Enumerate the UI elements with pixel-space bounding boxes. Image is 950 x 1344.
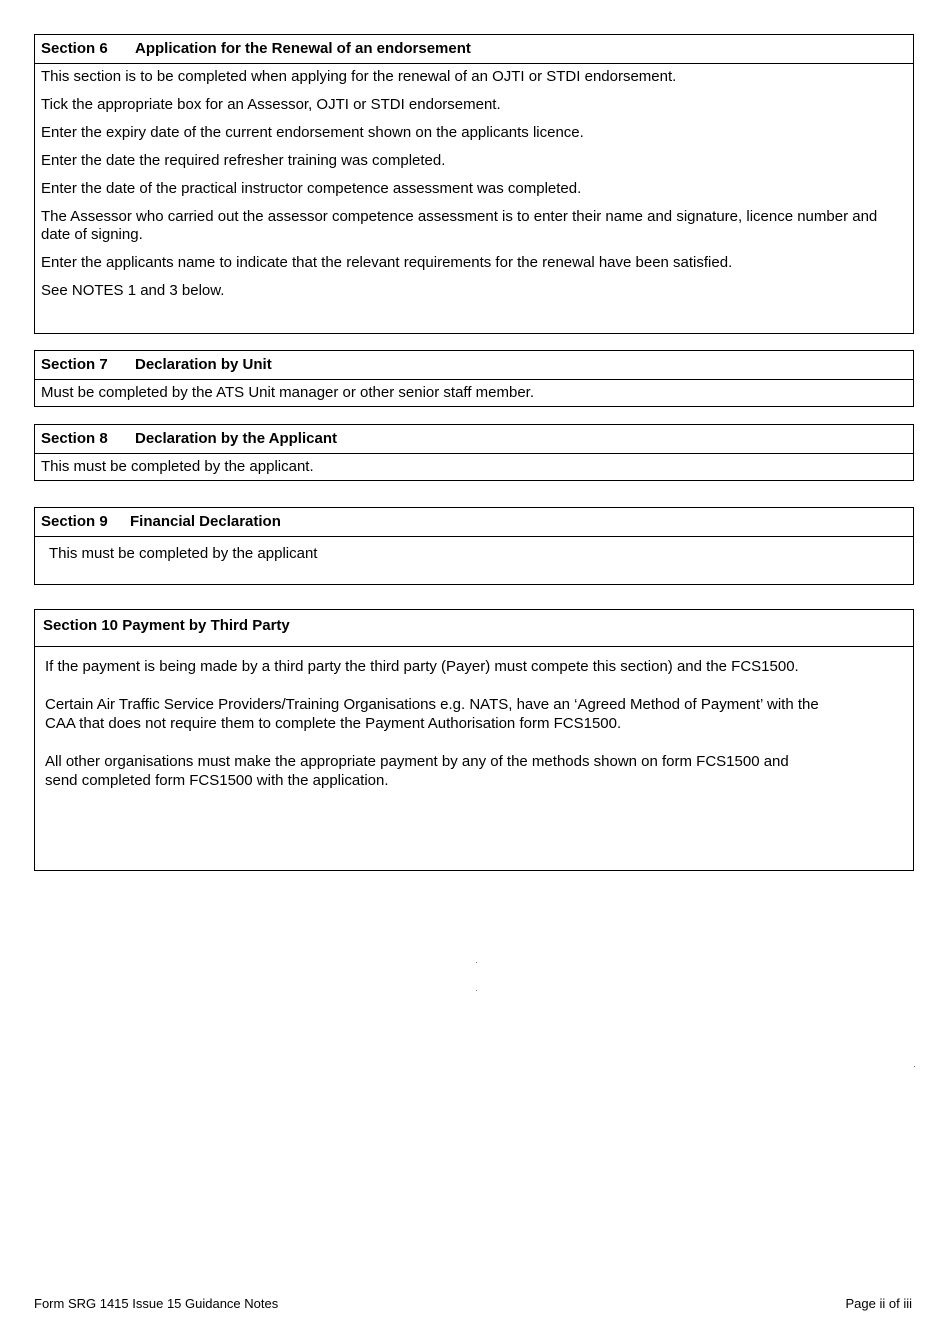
section-8-box <box>34 424 914 481</box>
section-7-title: Declaration by Unit <box>135 356 272 373</box>
section-6-title: Application for the Renewal of an endorsement <box>135 40 471 57</box>
section-10-line: send completed form FCS1500 with the application. <box>45 772 389 789</box>
section-8-title: Declaration by the Applicant <box>135 430 337 447</box>
speck-mark <box>476 990 477 991</box>
section-8-header <box>35 425 913 454</box>
section-10-line: Certain Air Traffic Service Providers/Training Organisations e.g. NATS, have an ‘Agreed Method of Payment’ with the <box>45 696 819 713</box>
section-6-header <box>35 35 913 64</box>
section-6-paragraph: Enter the date the required refresher training was completed. <box>41 152 446 169</box>
section-9-body <box>35 537 913 563</box>
section-10-line: CAA that does not require them to complete the Payment Authorisation form FCS1500. <box>45 715 622 732</box>
section-10-line: All other organisations must make the appropriate payment by any of the methods shown on form FCS1500 and <box>45 753 789 770</box>
section-6-paragraph: See NOTES 1 and 3 below. <box>41 282 225 299</box>
section-7-header <box>35 351 913 380</box>
section-10-title: Section 10 Payment by Third Party <box>43 617 290 634</box>
section-8-number: Section 8 <box>41 430 108 447</box>
section-9-header <box>35 508 913 537</box>
section-9-text: This must be completed by the applicant <box>49 545 318 562</box>
section-6-box <box>34 34 914 334</box>
section-10-body <box>35 647 913 790</box>
section-6-number: Section 6 <box>41 40 108 57</box>
section-9-number: Section 9 <box>41 513 108 530</box>
section-8-text: This must be completed by the applicant. <box>41 458 314 475</box>
section-6-paragraph: Enter the expiry date of the current endorsement shown on the applicants licence. <box>41 124 584 141</box>
section-6-paragraph: Enter the applicants name to indicate that the relevant requirements for the renewal have been satisfied. <box>41 254 733 271</box>
section-10-paragraph <box>45 695 903 733</box>
section-9-box <box>34 507 914 585</box>
speck-mark <box>476 962 477 963</box>
section-7-number: Section 7 <box>41 356 108 373</box>
section-7-text: Must be completed by the ATS Unit manager or other senior staff member. <box>41 384 535 401</box>
section-6-body <box>35 64 913 300</box>
section-6-paragraph: Enter the date of the practical instructor competence assessment was completed. <box>41 180 582 197</box>
section-6-paragraph: The Assessor who carried out the assessor competence assessment is to enter their name and signature, licence number and date of signing. <box>41 208 878 243</box>
section-10-header <box>35 610 913 647</box>
section-6-paragraph: Tick the appropriate box for an Assessor, OJTI or STDI endorsement. <box>41 96 501 113</box>
section-7-box <box>34 350 914 407</box>
footer-form-reference: Form SRG 1415 Issue 15 Guidance Notes <box>34 1296 279 1311</box>
section-10-box <box>34 609 914 871</box>
section-6-paragraph: This section is to be completed when applying for the renewal of an OJTI or STDI endorsement. <box>41 68 677 85</box>
section-8-body <box>35 454 913 476</box>
section-10-paragraph: If the payment is being made by a third party the third party (Payer) must compete this section) and the FCS1500. <box>45 658 799 675</box>
section-10-paragraph <box>45 752 903 790</box>
section-9-title: Financial Declaration <box>130 513 281 530</box>
footer-page-number: Page ii of iii <box>845 1296 912 1311</box>
speck-mark <box>914 1066 915 1067</box>
section-7-body <box>35 380 913 402</box>
